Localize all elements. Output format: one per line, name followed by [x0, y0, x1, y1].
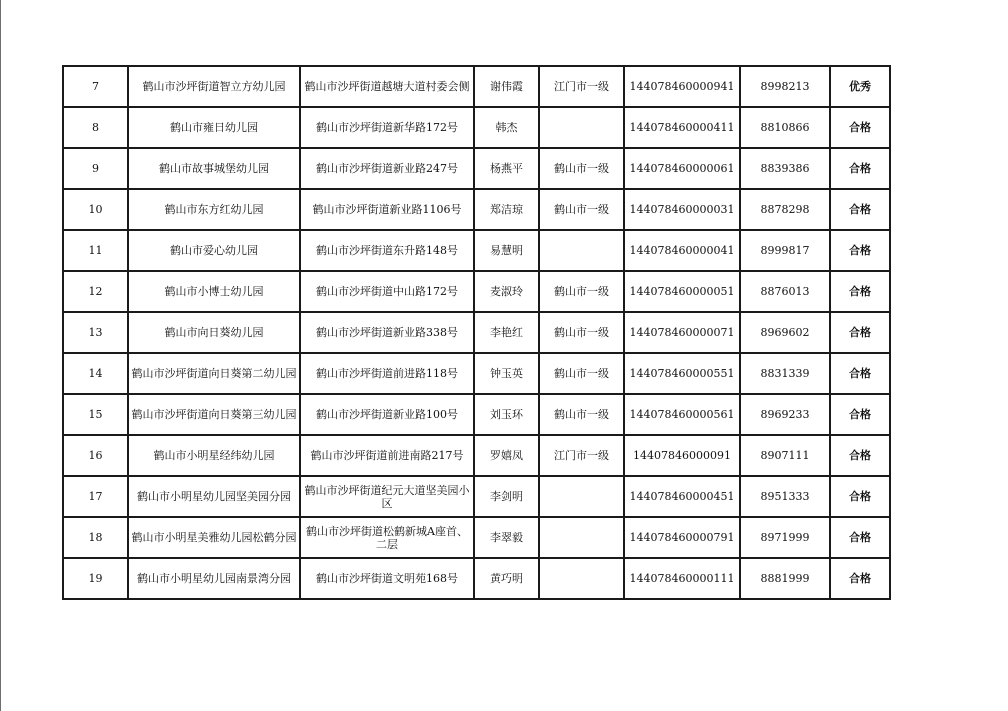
grade-level-cell — [539, 230, 624, 271]
grade-level-cell: 鹤山市一级 — [539, 148, 624, 189]
rating-cell: 合格 — [830, 148, 890, 189]
kindergarten-name-cell: 鹤山市小明星经纬幼儿园 — [128, 435, 300, 476]
table-row — [63, 517, 890, 558]
rating-cell: 合格 — [830, 435, 890, 476]
principal-name-cell: 麦淑玲 — [474, 271, 539, 312]
grade-level-cell: 鹤山市一级 — [539, 394, 624, 435]
principal-name-cell: 杨燕平 — [474, 148, 539, 189]
kindergarten-address-cell: 鹤山市沙坪街道新业路247号 — [300, 148, 474, 189]
phone-number-cell: 8831339 — [740, 353, 830, 394]
rating-cell: 合格 — [830, 394, 890, 435]
kindergarten-name-cell: 鹤山市东方红幼儿园 — [128, 189, 300, 230]
kindergarten-address-cell: 鹤山市沙坪街道东升路148号 — [300, 230, 474, 271]
rating-cell: 合格 — [830, 189, 890, 230]
rating-cell: 合格 — [830, 558, 890, 599]
rating-cell: 优秀 — [830, 66, 890, 107]
page-left-edge — [0, 0, 1, 711]
rating-cell: 合格 — [830, 353, 890, 394]
phone-number-cell: 8876013 — [740, 271, 830, 312]
table-row — [63, 394, 890, 435]
kindergarten-table — [62, 65, 891, 600]
kindergarten-address-cell: 鹤山市沙坪街道文明苑168号 — [300, 558, 474, 599]
row-number-cell: 17 — [63, 476, 128, 517]
kindergarten-name-cell: 鹤山市沙坪街道智立方幼儿园 — [128, 66, 300, 107]
row-number-cell: 13 — [63, 312, 128, 353]
rating-cell: 合格 — [830, 476, 890, 517]
phone-number-cell: 8839386 — [740, 148, 830, 189]
kindergarten-name-cell: 鹤山市沙坪街道向日葵第三幼儿园 — [128, 394, 300, 435]
institution-code-cell: 144078460000111 — [624, 558, 740, 599]
phone-number-cell: 8998213 — [740, 66, 830, 107]
kindergarten-address-cell: 鹤山市沙坪街道越塘大道村委会侧 — [300, 66, 474, 107]
row-number-cell: 11 — [63, 230, 128, 271]
phone-number-cell: 8951333 — [740, 476, 830, 517]
grade-level-cell — [539, 517, 624, 558]
kindergarten-name-cell: 鹤山市雍日幼儿园 — [128, 107, 300, 148]
kindergarten-address-cell: 鹤山市沙坪街道新业路100号 — [300, 394, 474, 435]
row-number-cell: 8 — [63, 107, 128, 148]
kindergarten-address-cell: 鹤山市沙坪街道中山路172号 — [300, 271, 474, 312]
table-row — [63, 148, 890, 189]
principal-name-cell: 郑洁琼 — [474, 189, 539, 230]
institution-code-cell: 144078460000411 — [624, 107, 740, 148]
kindergarten-name-cell: 鹤山市小博士幼儿园 — [128, 271, 300, 312]
phone-number-cell: 8969233 — [740, 394, 830, 435]
row-number-cell: 12 — [63, 271, 128, 312]
row-number-cell: 15 — [63, 394, 128, 435]
institution-code-cell: 144078460000561 — [624, 394, 740, 435]
grade-level-cell — [539, 558, 624, 599]
principal-name-cell: 谢伟霞 — [474, 66, 539, 107]
principal-name-cell: 易慧明 — [474, 230, 539, 271]
row-number-cell: 16 — [63, 435, 128, 476]
grade-level-cell: 鹤山市一级 — [539, 189, 624, 230]
table-row — [63, 353, 890, 394]
kindergarten-address-cell: 鹤山市沙坪街道纪元大道坚美园小区 — [300, 476, 474, 517]
kindergarten-address-cell: 鹤山市沙坪街道新业路338号 — [300, 312, 474, 353]
phone-number-cell: 8907111 — [740, 435, 830, 476]
table-row — [63, 476, 890, 517]
kindergarten-name-cell: 鹤山市爱心幼儿园 — [128, 230, 300, 271]
kindergarten-address-cell: 鹤山市沙坪街道松鹤新城A座首、二层 — [300, 517, 474, 558]
row-number-cell: 14 — [63, 353, 128, 394]
rating-cell: 合格 — [830, 271, 890, 312]
table-row — [63, 435, 890, 476]
phone-number-cell: 8878298 — [740, 189, 830, 230]
grade-level-cell: 鹤山市一级 — [539, 353, 624, 394]
principal-name-cell: 李翠毅 — [474, 517, 539, 558]
principal-name-cell: 李艳红 — [474, 312, 539, 353]
table-row — [63, 107, 890, 148]
phone-number-cell: 8881999 — [740, 558, 830, 599]
grade-level-cell — [539, 107, 624, 148]
table-row — [63, 189, 890, 230]
rating-cell: 合格 — [830, 517, 890, 558]
row-number-cell: 10 — [63, 189, 128, 230]
grade-level-cell — [539, 476, 624, 517]
kindergarten-name-cell: 鹤山市小明星幼儿园坚美园分园 — [128, 476, 300, 517]
institution-code-cell: 144078460000071 — [624, 312, 740, 353]
table-row — [63, 271, 890, 312]
phone-number-cell: 8969602 — [740, 312, 830, 353]
table-row — [63, 230, 890, 271]
rating-cell: 合格 — [830, 312, 890, 353]
institution-code-cell: 144078460000061 — [624, 148, 740, 189]
table-body — [63, 66, 890, 599]
kindergarten-name-cell: 鹤山市向日葵幼儿园 — [128, 312, 300, 353]
kindergarten-address-cell: 鹤山市沙坪街道新业路1106号 — [300, 189, 474, 230]
table-row — [63, 312, 890, 353]
principal-name-cell: 李剑明 — [474, 476, 539, 517]
kindergarten-name-cell: 鹤山市沙坪街道向日葵第二幼儿园 — [128, 353, 300, 394]
principal-name-cell: 钟玉英 — [474, 353, 539, 394]
institution-code-cell: 144078460000791 — [624, 517, 740, 558]
kindergarten-address-cell: 鹤山市沙坪街道前进路118号 — [300, 353, 474, 394]
principal-name-cell: 罗嬉凤 — [474, 435, 539, 476]
grade-level-cell: 鹤山市一级 — [539, 312, 624, 353]
institution-code-cell: 144078460000451 — [624, 476, 740, 517]
kindergarten-address-cell: 鹤山市沙坪街道新华路172号 — [300, 107, 474, 148]
kindergarten-name-cell: 鹤山市小明星幼儿园南景湾分园 — [128, 558, 300, 599]
grade-level-cell: 江门市一级 — [539, 66, 624, 107]
row-number-cell: 18 — [63, 517, 128, 558]
principal-name-cell: 刘玉环 — [474, 394, 539, 435]
institution-code-cell: 144078460000941 — [624, 66, 740, 107]
institution-code-cell: 14407846000091 — [624, 435, 740, 476]
phone-number-cell: 8971999 — [740, 517, 830, 558]
table-row — [63, 558, 890, 599]
rating-cell: 合格 — [830, 230, 890, 271]
grade-level-cell: 江门市一级 — [539, 435, 624, 476]
principal-name-cell: 韩杰 — [474, 107, 539, 148]
row-number-cell: 19 — [63, 558, 128, 599]
institution-code-cell: 144078460000551 — [624, 353, 740, 394]
institution-code-cell: 144078460000031 — [624, 189, 740, 230]
principal-name-cell: 黄巧明 — [474, 558, 539, 599]
row-number-cell: 7 — [63, 66, 128, 107]
institution-code-cell: 144078460000041 — [624, 230, 740, 271]
kindergarten-address-cell: 鹤山市沙坪街道前进南路217号 — [300, 435, 474, 476]
kindergarten-name-cell: 鹤山市小明星美雅幼儿园松鹤分园 — [128, 517, 300, 558]
rating-cell: 合格 — [830, 107, 890, 148]
row-number-cell: 9 — [63, 148, 128, 189]
institution-code-cell: 144078460000051 — [624, 271, 740, 312]
table-row — [63, 66, 890, 107]
kindergarten-name-cell: 鹤山市故事城堡幼儿园 — [128, 148, 300, 189]
phone-number-cell: 8810866 — [740, 107, 830, 148]
grade-level-cell: 鹤山市一级 — [539, 271, 624, 312]
phone-number-cell: 8999817 — [740, 230, 830, 271]
